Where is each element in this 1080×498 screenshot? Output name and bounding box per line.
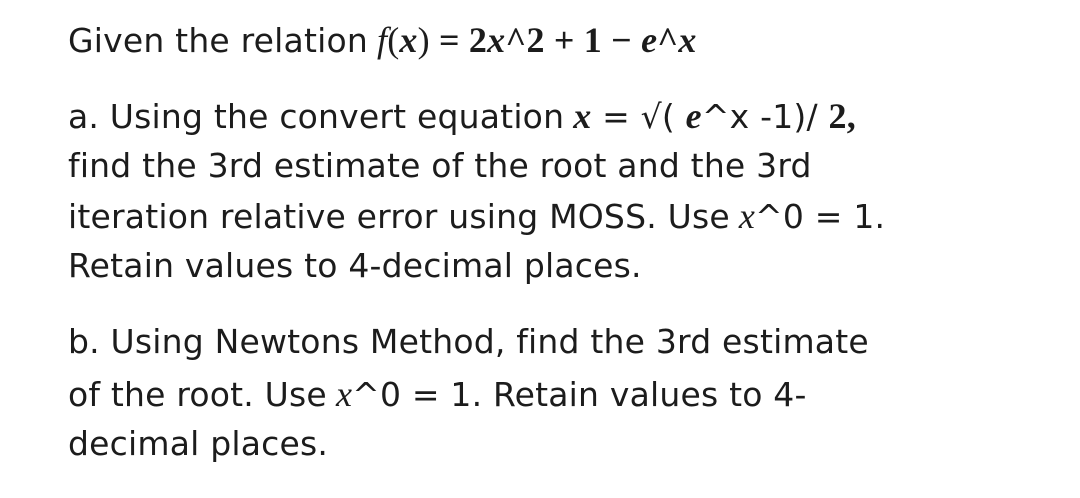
part-a-line-3 bbox=[68, 196, 885, 237]
part-a-line-3-text: iteration relative error using MOSS. Use bbox=[68, 197, 730, 236]
paren-close: ) bbox=[417, 20, 430, 60]
rhs-e: e bbox=[641, 20, 658, 60]
rhs-variable: x bbox=[487, 20, 506, 60]
rhs-exponent-var: x bbox=[678, 20, 697, 60]
part-a-comma: , bbox=[846, 96, 856, 136]
part-a-divisor: 2 bbox=[828, 96, 847, 136]
part-b-line-3: decimal places. bbox=[68, 424, 329, 463]
part-a-variable: x bbox=[573, 96, 592, 136]
paren-open: ( bbox=[387, 20, 400, 60]
part-a-text: a. Using the convert equation bbox=[68, 97, 565, 136]
part-a-line-4: Retain values to 4-decimal places. bbox=[68, 246, 642, 285]
rhs-caret: ^ bbox=[657, 20, 679, 60]
problem-intro bbox=[68, 20, 697, 61]
part-b-line-2 bbox=[68, 374, 807, 415]
part-b-line-2-text: of the root. Use bbox=[68, 375, 327, 414]
part-a-line-1 bbox=[68, 96, 856, 137]
function-name: f bbox=[376, 20, 388, 60]
part-b-line-1: b. Using Newtons Method, find the 3rd estimate bbox=[68, 322, 869, 361]
part-a-line-2: find the 3rd estimate of the root and the 3rd bbox=[68, 146, 812, 185]
part-a-equals-sqrt: = √( bbox=[591, 97, 686, 136]
intro-prefix: Given the relation bbox=[68, 21, 368, 60]
initial-guess-variable: x bbox=[738, 196, 756, 236]
part-a-exponent: ^x -1)/ bbox=[701, 97, 829, 136]
rhs-rest: ^2 + 1 − bbox=[505, 20, 642, 60]
function-rhs: = 2 bbox=[429, 20, 488, 60]
part-a-e: e bbox=[685, 96, 702, 136]
initial-guess-value: ^0 = 1. bbox=[755, 197, 886, 236]
part-b-variable: x bbox=[335, 374, 353, 414]
function-expression bbox=[377, 20, 697, 60]
function-variable: x bbox=[399, 20, 418, 60]
part-b-line-2-tail: ^0 = 1. Retain values to 4- bbox=[352, 375, 807, 414]
